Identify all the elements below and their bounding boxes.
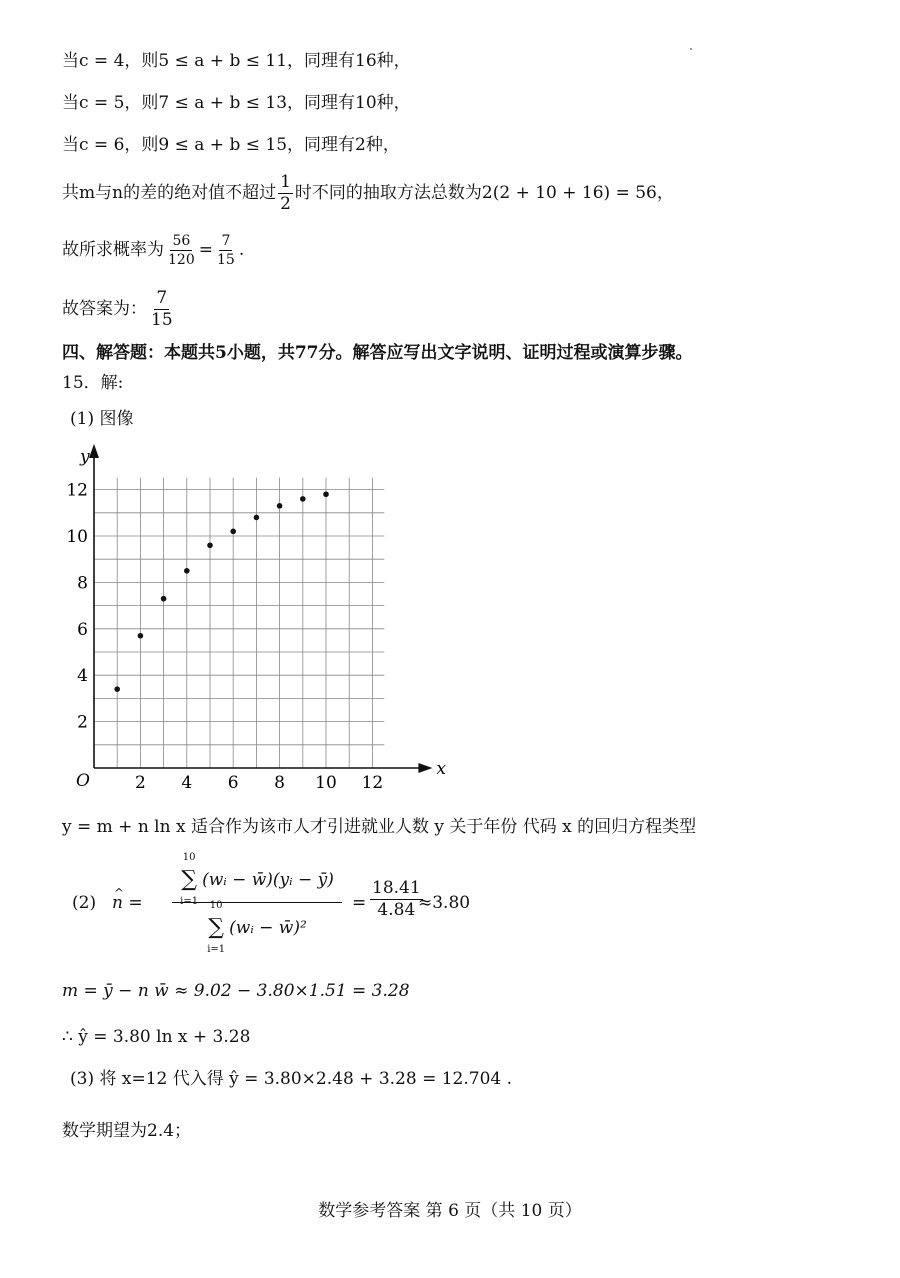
x-tick-label: 8 <box>274 773 286 793</box>
equals-sign: = <box>198 240 213 260</box>
regression-fraction <box>172 852 342 955</box>
numerator-expression: (wᵢ − w̄)(yᵢ − ȳ) <box>202 870 334 890</box>
total-count-text-b: 时不同的抽取方法总数为2(2 + 10 + 16) = 56， <box>294 183 674 203</box>
probability-line <box>62 234 244 267</box>
data-point <box>254 515 260 521</box>
data-point <box>161 596 167 602</box>
regression-equation: ∴ ŷ = 3.80 ln x + 3.28 <box>62 1027 251 1047</box>
second-equals: = <box>352 893 367 913</box>
y-axis-arrow-icon <box>89 444 99 458</box>
scatter-plot <box>60 440 446 795</box>
n-hat-result: ≈3.80 <box>418 893 471 913</box>
denominator-15: 15 <box>216 252 235 268</box>
half-fraction <box>278 174 293 213</box>
x-tick-label: 10 <box>315 773 337 793</box>
data-point <box>230 529 236 535</box>
section-heading: 四、解答题：本题共5小题，共77分。解答应写出文字说明、证明过程或演算步骤。 <box>62 343 693 363</box>
answer-denominator: 15 <box>151 310 173 330</box>
page-footer: 数学参考答案 第 6 页（共 10 页） <box>318 1201 582 1221</box>
y-tick-label: 8 <box>77 573 88 594</box>
sum-symbol-top <box>180 847 198 913</box>
answer-fraction <box>149 290 175 329</box>
y-axis-label: y <box>80 447 90 467</box>
sum-symbol-bottom <box>207 895 225 961</box>
denominator-120: 120 <box>168 252 195 268</box>
case-c6-line: 当c = 6，则9 ≤ a + b ≤ 15，同理有2种， <box>62 135 400 155</box>
question-15-label: 15．解: <box>62 373 124 393</box>
sum-bottom-upper: 10 <box>209 900 223 911</box>
n-hat-symbol: ^ n <box>112 892 123 914</box>
y-tick-label: 10 <box>66 527 88 547</box>
sigma-icon: ∑ <box>181 867 197 892</box>
sum-bottom-lower: i=1 <box>207 944 226 955</box>
numerator-7: 7 <box>221 233 231 249</box>
case-c5-line: 当c = 5，则7 ≤ a + b ≤ 13，同理有10种， <box>62 93 411 113</box>
case-c4-line: 当c = 4，则5 ≤ a + b ≤ 11，同理有16种， <box>62 51 411 71</box>
value-fraction-inner <box>370 880 423 919</box>
numerator-56: 56 <box>172 233 191 249</box>
x-tick-label: 6 <box>227 773 239 793</box>
value-numerator: 18.41 <box>372 878 421 898</box>
data-point <box>114 686 120 692</box>
data-point <box>138 633 144 639</box>
n-equals: = <box>128 893 143 913</box>
data-point <box>323 491 329 497</box>
part-2-label: (2) <box>72 893 97 913</box>
n-hat <box>112 892 143 914</box>
half-denominator: 2 <box>280 194 291 214</box>
y-tick-label: 2 <box>77 712 88 733</box>
value-denominator: 4.84 <box>377 900 416 920</box>
sum-top-upper: 10 <box>182 852 196 863</box>
y-tick-label: 12 <box>66 480 88 501</box>
data-point <box>300 496 306 502</box>
x-tick-label: 2 <box>134 773 146 793</box>
period: . <box>238 240 245 260</box>
x-axis-label: x <box>436 759 446 779</box>
m-hat-line: m = ȳ − n w̄ ≈ 9.02 − 3.80×1.51 = 3.28 <box>62 981 410 1001</box>
x-axis-arrow-icon <box>418 763 432 773</box>
total-count-line <box>62 174 674 213</box>
answer-line <box>62 290 177 329</box>
answer-text: 故答案为： <box>62 299 147 319</box>
part-3-line: (3) 将 x=12 代入得 ŷ = 3.80×2.48 + 3.28 = 12.704 . <box>70 1069 513 1089</box>
sum-top-lower: i=1 <box>180 896 199 907</box>
x-tick-label: 4 <box>181 773 193 793</box>
expectation-line: 数学期望为2.4； <box>62 1121 192 1141</box>
data-point <box>207 542 213 548</box>
y-tick-label: 6 <box>77 619 88 640</box>
answer-numerator: 7 <box>156 288 168 308</box>
part-1-label: (1) 图像 <box>70 409 134 429</box>
half-numerator: 1 <box>280 172 291 192</box>
fraction-56-120 <box>166 234 197 267</box>
data-point <box>277 503 283 509</box>
probability-text: 故所求概率为 <box>62 240 164 260</box>
fraction-7-15 <box>215 234 237 267</box>
regression-numerator <box>172 852 342 907</box>
denominator-expression: (wᵢ − w̄)² <box>229 918 307 938</box>
sigma-icon-2: ∑ <box>208 915 225 940</box>
total-count-text-a: 共m与n的差的绝对值不超过 <box>62 183 277 203</box>
value-fraction <box>368 880 425 919</box>
data-point <box>184 568 190 574</box>
origin-label: O <box>76 771 90 791</box>
y-tick-label: 4 <box>77 666 88 687</box>
scan-speck <box>690 48 692 50</box>
x-tick-label: 12 <box>361 773 384 793</box>
model-statement: y = m + n ln x 适合作为该市人才引进就业人数 y 关于年份 代码 x 的回归方程类型 <box>62 817 697 837</box>
